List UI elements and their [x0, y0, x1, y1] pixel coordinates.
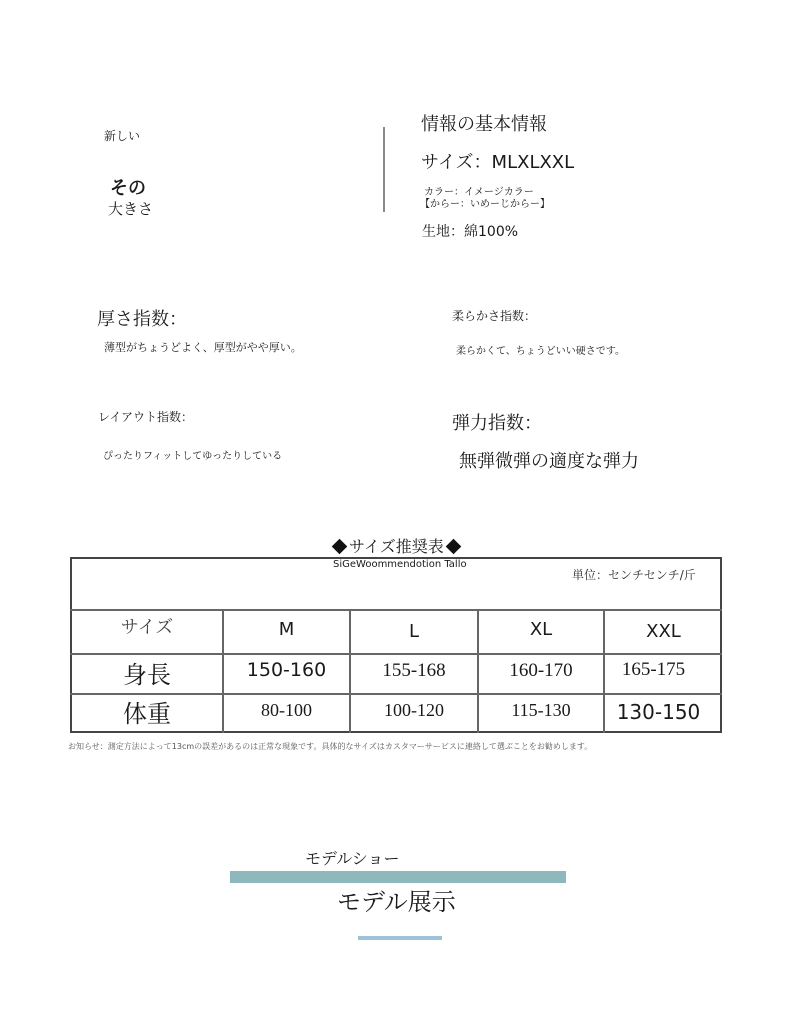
table-cell: 165-175 — [621, 659, 686, 680]
table-row-label: 体重 — [123, 700, 171, 728]
table-cell: 160-170 — [509, 660, 573, 681]
elastic-title: 弾力指数： — [452, 413, 542, 434]
table-cell: 155-168 — [382, 660, 446, 681]
thickness-desc: 薄型がちょうどよく、厚型がやや厚い。 — [104, 341, 302, 354]
table-cell: 80-100 — [261, 700, 312, 720]
diamond-icon — [332, 539, 348, 555]
layout-title: レイアウト指数： — [98, 410, 194, 424]
model-main-title: モデル展示 — [337, 888, 456, 916]
info-fabric: 生地：綿100% — [422, 224, 519, 240]
table-header-cell: L — [408, 621, 420, 642]
sono-label: その — [110, 178, 146, 199]
size-table-title-text: サイズ推奨表 — [349, 537, 444, 556]
info-title: 情報の基本情報 — [421, 114, 547, 135]
thickness-title: 厚さ指数： — [97, 309, 187, 330]
softness-title: 柔らかさ指数： — [452, 309, 537, 323]
table-row-label: 身長 — [123, 661, 171, 689]
size-table-title — [330, 534, 463, 557]
info-sizes: サイズ：MLXLXXL — [421, 152, 575, 173]
size-word-label: 大きさ — [108, 200, 154, 218]
divider-line — [383, 127, 385, 212]
table-cell: 150-160 — [246, 659, 327, 681]
table-header-cell: XL — [529, 619, 553, 640]
decorative-bar — [358, 936, 442, 940]
table-cell: 115-130 — [511, 700, 571, 720]
measurement-note: お知らせ：測定方法によって13cmの誤差があるのは正常な現象です。具体的なサイズはカスタマーサービスに連絡して選ぶことをお勧めします。 — [68, 742, 593, 751]
info-color-line1: カラー：イメージカラー — [424, 187, 534, 198]
softness-desc: 柔らかくて、ちょうどいい硬さです。 — [456, 346, 625, 357]
table-cell: 130-150 — [616, 700, 701, 724]
table-header-cell: M — [278, 619, 295, 640]
new-label: 新しい — [104, 129, 141, 143]
table-header-cell: XXL — [646, 621, 681, 642]
elastic-desc: 無弾微弾の適度な弾力 — [459, 451, 639, 472]
unit-label: 単位：センチセンチ/斤 — [572, 568, 696, 582]
layout-desc: ぴったりフィットしてゆったりしている — [103, 451, 283, 462]
info-color-line2: 【からー：いめーじからー】 — [420, 199, 550, 210]
diamond-icon — [445, 539, 461, 555]
size-table-subtitle: SiGeWoommendotion Tallo — [333, 559, 467, 570]
table-cell: 100-120 — [384, 700, 444, 720]
model-small-title: モデルショー — [305, 849, 400, 868]
table-header-cell: サイズ — [120, 617, 174, 638]
table-divider — [70, 609, 722, 611]
